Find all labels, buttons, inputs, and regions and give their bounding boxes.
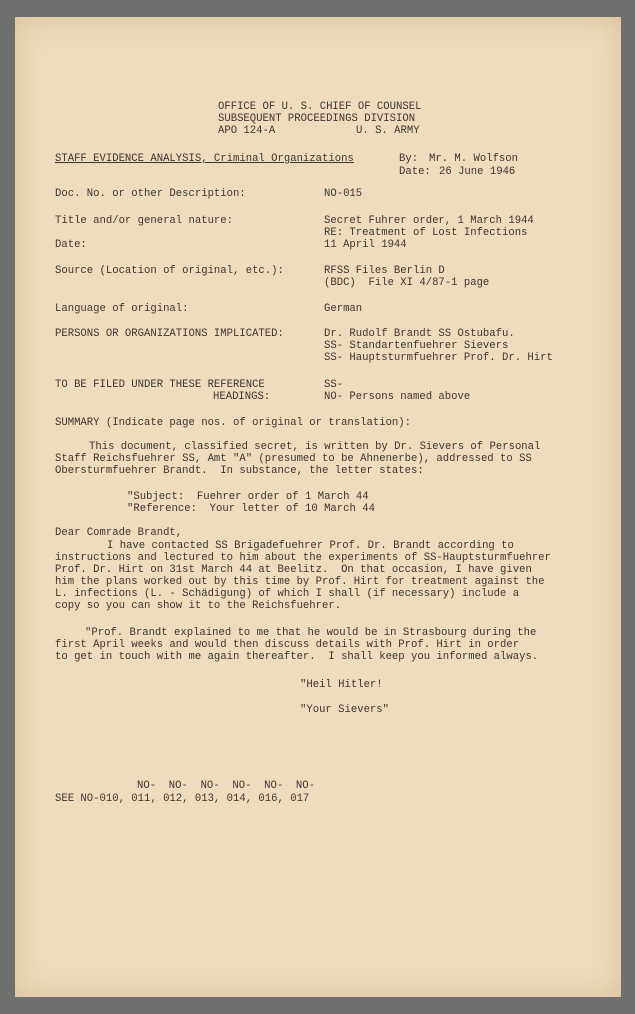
- intro-line-1: This document, classified secret, is written by Dr. Sievers of Personal: [89, 441, 541, 453]
- date-label: Date:: [399, 166, 431, 178]
- date-value: 26 June 1946: [439, 166, 516, 178]
- summary-heading: SUMMARY (Indicate page nos. of original or translation):: [55, 417, 412, 429]
- intro-line-2: Staff Reichsfuehrer SS, Amt "A" (presumed to be Ahnenerbe), addressed to SS: [55, 453, 532, 465]
- filed-value-line-2: NO- Persons named above: [324, 391, 471, 403]
- document-date-value: 11 April 1944: [324, 239, 407, 251]
- see-also-references: SEE NO-010, 011, 012, 013, 014, 016, 017: [55, 793, 310, 805]
- persons-line-3: SS- Hauptsturmfuehrer Prof. Dr. Hirt: [324, 352, 553, 364]
- letter-p1-line-6: copy so you can show it to the Reichsfuehrer.: [55, 600, 342, 612]
- filed-value-line-1: SS-: [324, 379, 344, 391]
- closing-heil: "Heil Hitler!: [300, 679, 383, 691]
- letter-p2-line-3: to get in touch with me again thereafter. I shall keep you informed always.: [55, 651, 539, 663]
- intro-line-3: Obersturmfuehrer Brandt. In substance, the letter states:: [55, 465, 424, 477]
- header-line-1: OFFICE OF U. S. CHIEF OF COUNSEL: [218, 101, 422, 113]
- source-value-line-2: (BDC) File XI 4/87-1 page: [324, 277, 490, 289]
- letter-p1-line-5: L. infections (L. - Schädigung) of which I shall (if necessary) include a: [55, 588, 520, 600]
- language-value: German: [324, 303, 363, 315]
- filed-label-line-2: HEADINGS:: [213, 391, 271, 403]
- letter-p1-line-3: Prof. Dr. Hirt on 31st March 44 at Beelitz. On that occasion, I have given: [55, 564, 532, 576]
- letter-p1-line-4: him the plans worked out by this time by Prof. Hirt for treatment against the: [55, 576, 545, 588]
- letter-p1-line-1: I have contacted SS Brigadefuehrer Prof. Dr. Brandt according to: [107, 540, 514, 552]
- letter-p2-line-1: "Prof. Brandt explained to me that he would be in Strasbourg during the: [85, 627, 537, 639]
- title-value-line-2: RE: Treatment of Lost Infections: [324, 227, 528, 239]
- see-also-prefixes: NO- NO- NO- NO- NO- NO-: [137, 780, 316, 792]
- by-value: Mr. M. Wolfson: [429, 153, 519, 165]
- source-value-line-1: RFSS Files Berlin D: [324, 265, 445, 277]
- persons-line-2: SS- Standartenfuehrer Sievers: [324, 340, 509, 352]
- closing-signature: "Your Sievers": [300, 704, 390, 716]
- filed-label-line-1: TO BE FILED UNDER THESE REFERENCE: [55, 379, 265, 391]
- letter-p2-line-2: first April weeks and would then discuss details with Prof. Hirt in order: [55, 639, 520, 651]
- header-line-3-left: APO 124-A: [218, 125, 276, 137]
- subject-line: "Subject: Fuehrer order of 1 March 44: [127, 491, 369, 503]
- by-label: By:: [399, 153, 419, 165]
- document-page: [15, 17, 621, 997]
- title-label: Title and/or general nature:: [55, 215, 234, 227]
- doc-no-value: NO-015: [324, 188, 363, 200]
- document-date-label: Date:: [55, 239, 87, 251]
- source-label: Source (Location of original, etc.):: [55, 265, 284, 277]
- doc-no-label: Doc. No. or other Description:: [55, 188, 246, 200]
- reference-line: "Reference: Your letter of 10 March 44: [127, 503, 375, 515]
- analysis-title: STAFF EVIDENCE ANALYSIS, Criminal Organizations: [55, 153, 354, 165]
- header-line-2: SUBSEQUENT PROCEEDINGS DIVISION: [218, 113, 416, 125]
- language-label: Language of original:: [55, 303, 189, 315]
- title-value-line-1: Secret Fuhrer order, 1 March 1944: [324, 215, 534, 227]
- persons-label: PERSONS OR ORGANIZATIONS IMPLICATED:: [55, 328, 284, 340]
- persons-line-1: Dr. Rudolf Brandt SS Ostubafu.: [324, 328, 515, 340]
- salutation: Dear Comrade Brandt,: [55, 527, 183, 539]
- header-line-3-right: U. S. ARMY: [356, 125, 420, 137]
- letter-p1-line-2: instructions and lectured to him about the experiments of SS-Hauptsturmfuehrer: [55, 552, 551, 564]
